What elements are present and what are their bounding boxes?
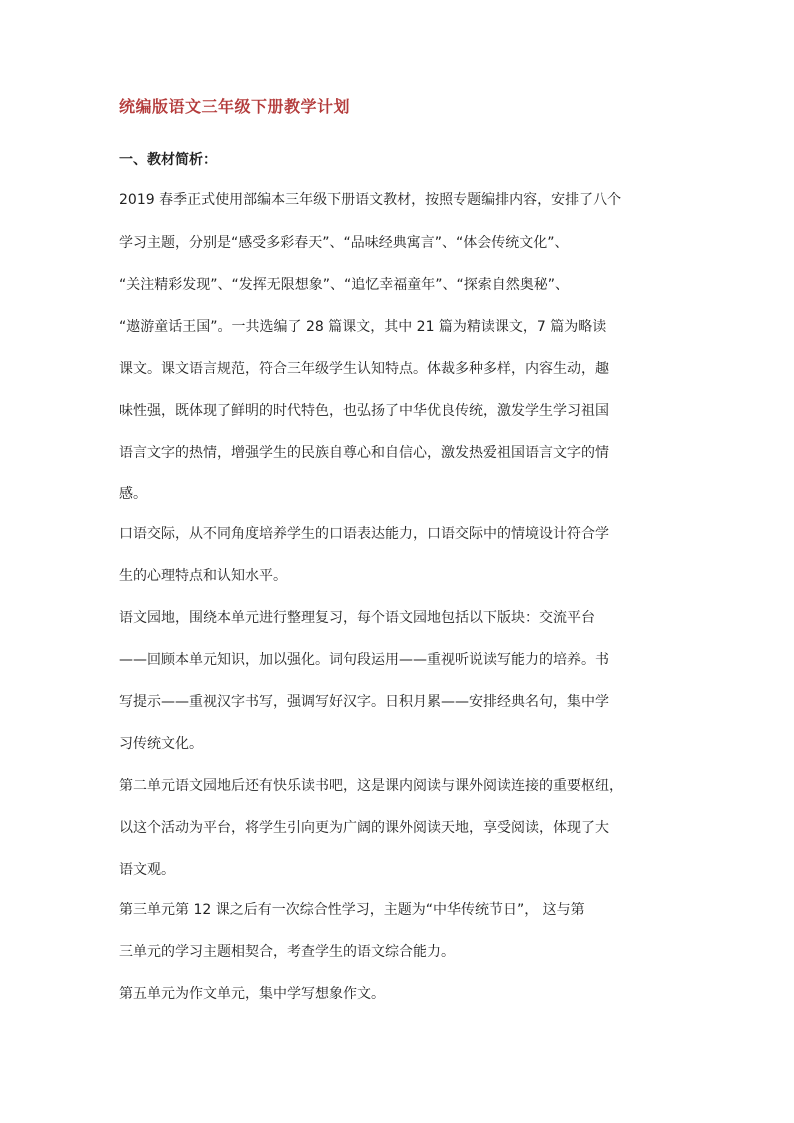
paragraph-line: 第三单元第 12 课之后有一次综合性学习，主题为“中华传统节日”， 这与第 bbox=[119, 902, 585, 918]
paragraph-line: 味性强，既体现了鲜明的时代特色，也弘扬了中华优良传统，激发学生学习祖国 bbox=[119, 403, 609, 419]
paragraph-line: 学习主题，分别是“感受多彩春天”、“品味经典寓言”、“体会传统文化”、 bbox=[119, 235, 569, 251]
paragraph-line: 感。 bbox=[119, 486, 147, 502]
paragraph-line: 语文园地，围绕本单元进行整理复习，每个语文园地包括以下版块：交流平台 bbox=[119, 610, 595, 626]
paragraph-line: 第二单元语文园地后还有快乐读书吧，这是课内阅读与课外阅读连接的重要枢纽， bbox=[119, 778, 623, 794]
section-heading: 一、教材简析： bbox=[119, 152, 217, 168]
paragraph-line: 习传统文化。 bbox=[119, 736, 203, 752]
paragraph-line: “遨游童话王国”。一共选编了 28 篇课文，其中 21 篇为精读课文，7 篇为略读 bbox=[119, 319, 607, 335]
paragraph-line: 三单元的学习主题相契合，考查学生的语文综合能力。 bbox=[119, 944, 455, 960]
document-title: 统编版语文三年级下册教学计划 bbox=[119, 97, 351, 116]
paragraph-line: 2019 春季正式使用部编本三年级下册语文教材，按照专题编排内容，安排了八个 bbox=[119, 192, 622, 208]
paragraph-line: 语文观。 bbox=[119, 862, 175, 878]
paragraph-line: 课文。课文语言规范，符合三年级学生认知特点。体裁多种多样，内容生动，趣 bbox=[119, 361, 609, 377]
paragraph-line: 口语交际，从不同角度培养学生的口语表达能力，口语交际中的情境设计符合学 bbox=[119, 526, 609, 542]
paragraph-line: 第五单元为作文单元，集中学写想象作文。 bbox=[119, 986, 385, 1002]
paragraph-line: ——回顾本单元知识，加以强化。词句段运用——重视听说读写能力的培养。书 bbox=[119, 652, 609, 668]
paragraph-line: “关注精彩发现”、“发挥无限想象”、“追忆幸福童年”、“探索自然奥秘”、 bbox=[119, 277, 570, 293]
paragraph-line: 以这个活动为平台，将学生引向更为广阔的课外阅读天地，享受阅读，体现了大 bbox=[119, 820, 609, 836]
paragraph-line: 语言文字的热情，增强学生的民族自尊心和自信心，激发热爱祖国语言文字的情 bbox=[119, 445, 609, 461]
paragraph-line: 写提示——重视汉字书写，强调写好汉字。日积月累——安排经典名句，集中学 bbox=[119, 694, 609, 710]
paragraph-line: 生的心理特点和认知水平。 bbox=[119, 568, 287, 584]
